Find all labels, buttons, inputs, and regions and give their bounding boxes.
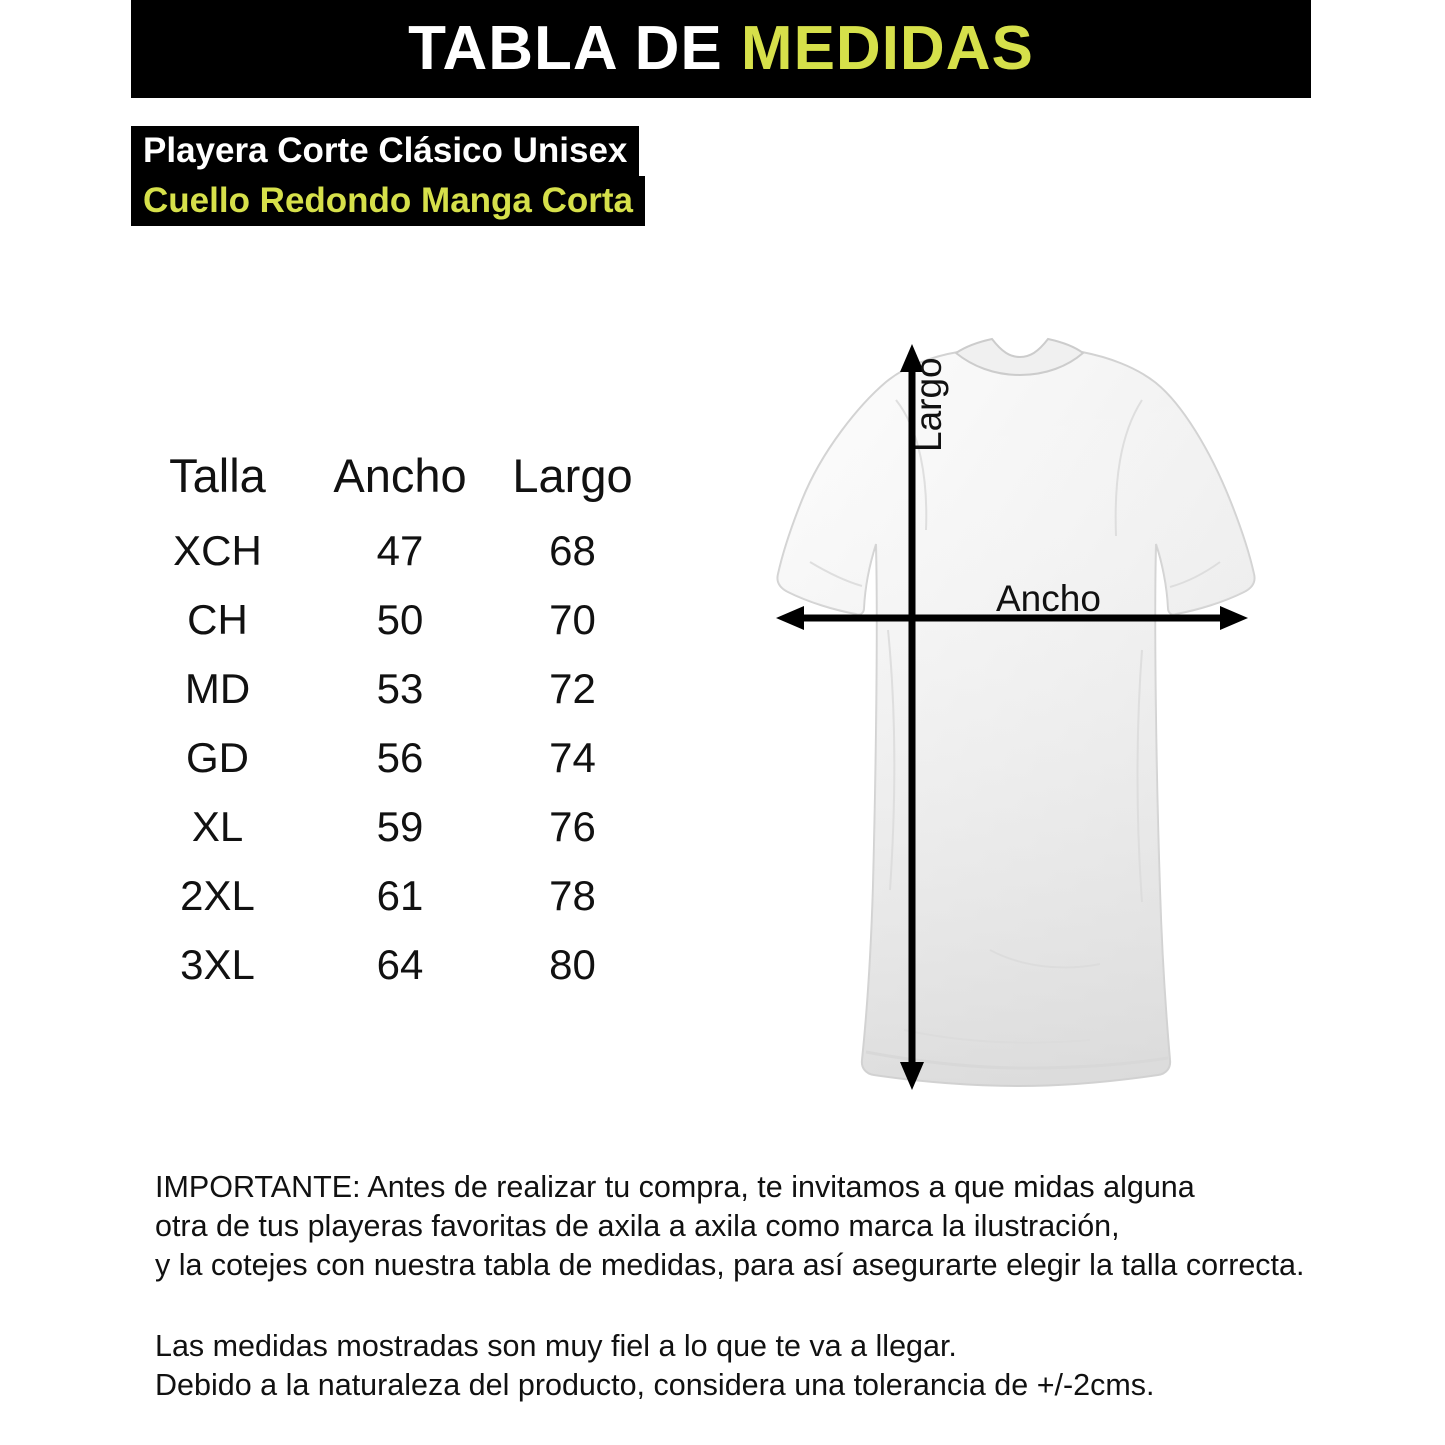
column-header-largo: Largo [512,449,633,502]
cell-width: 50 [376,596,424,643]
cell-length: 78 [549,872,596,919]
label-ancho: Ancho [996,578,1101,619]
cell-length: 68 [549,527,596,574]
tshirt-body [777,339,1254,1086]
table-row [120,862,660,931]
cell-size: XCH [173,527,262,574]
note-tolerance-line-2: Debido a la naturaleza del producto, considera una tolerancia de +/-2cms. [155,1368,1155,1403]
cell-width: 56 [376,734,424,781]
cell-size: MD [184,665,251,712]
cell-width: 53 [376,665,424,712]
table-row [120,724,660,793]
cell-width: 64 [376,941,424,988]
note-important-line-1: IMPORTANTE: Antes de realizar tu compra, te invitamos a que midas alguna [155,1170,1195,1204]
note-important-line-2: otra de tus playeras favoritas de axila a axila como marca la ilustración, [155,1209,1120,1244]
table-header-row [120,448,660,517]
cell-length: 74 [549,734,596,781]
page-title-part2: MEDIDAS [740,14,1034,83]
cell-size: 2XL [180,872,255,919]
size-table-wrap [120,448,660,1000]
table-row [120,517,660,586]
table-row [120,793,660,862]
cell-size: GD [186,734,249,781]
label-largo: Largo [908,357,949,452]
table-row [120,655,660,724]
tshirt-illustration [690,330,1330,1120]
cell-length: 70 [549,596,596,643]
table-row [120,586,660,655]
cell-size: CH [187,596,248,643]
cell-width: 47 [376,527,424,574]
page-title-part1: TABLA DE [408,14,741,83]
subtitle-line-2: Cuello Redondo Manga Corta [131,176,645,226]
cell-length: 76 [549,803,596,850]
column-header-ancho: Ancho [333,449,467,502]
page-title [408,14,1034,83]
cell-size: 3XL [180,941,255,988]
size-table [120,448,660,1000]
cell-length: 80 [549,941,596,988]
cell-width: 61 [376,872,424,919]
note-important-line-3: y la cotejes con nuestra tabla de medidas, para así asegurarte elegir la talla correcta. [155,1248,1305,1283]
subtitle-block [131,126,645,226]
note-tolerance-line-1: Las medidas mostradas son muy fiel a lo que te va a llegar. [155,1329,957,1364]
cell-length: 72 [549,665,596,712]
notes-section [155,1168,1335,1405]
column-header-talla: Talla [169,449,266,502]
table-row [120,931,660,1000]
header-banner [131,0,1311,98]
cell-size: XL [191,803,244,850]
cell-width: 59 [376,803,424,850]
subtitle-line-1: Playera Corte Clásico Unisex [131,126,639,176]
tshirt-svg [690,330,1330,1120]
